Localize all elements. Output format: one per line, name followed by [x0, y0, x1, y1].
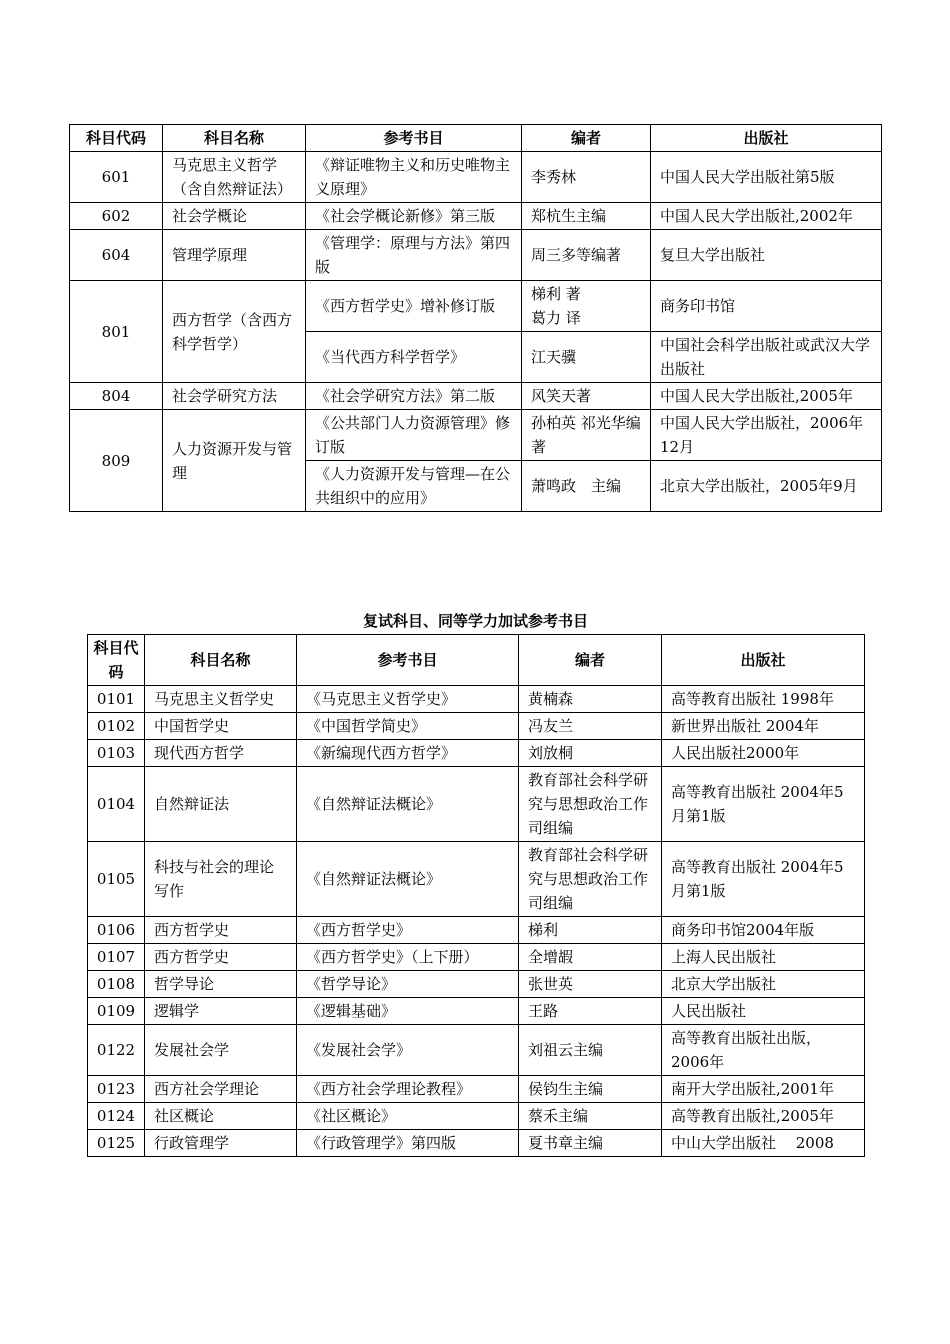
- subject-name: 管理学原理: [163, 230, 306, 281]
- table-row: [88, 944, 865, 971]
- table-row: [70, 281, 882, 332]
- book-title: 《中国哲学简史》: [297, 713, 519, 740]
- subject-code: 809: [70, 410, 163, 512]
- book-title: 《西方哲学史》: [297, 917, 519, 944]
- subject-code: 0104: [88, 767, 145, 842]
- book-publisher: 高等教育出版社 2004年5月第1版: [662, 842, 865, 917]
- book-title: 《发展社会学》: [297, 1025, 519, 1076]
- book-title: 《行政管理学》第四版: [297, 1130, 519, 1157]
- book-publisher: 商务印书馆2004年版: [662, 917, 865, 944]
- subject-code: 601: [70, 152, 163, 203]
- book-title: 《哲学导论》: [297, 971, 519, 998]
- subject-code: 804: [70, 383, 163, 410]
- book-title: 《逻辑基础》: [297, 998, 519, 1025]
- book-author: 刘放桐: [519, 740, 662, 767]
- book-title: 《西方哲学史》增补修订版: [306, 281, 522, 332]
- header-publisher: 出版社: [662, 635, 865, 686]
- subject-code: 0101: [88, 686, 145, 713]
- book-author: 梯利 著 葛力 译: [522, 281, 651, 332]
- subject-code: 0123: [88, 1076, 145, 1103]
- book-publisher: 高等教育出版社 1998年: [662, 686, 865, 713]
- book-author: 冯友兰: [519, 713, 662, 740]
- subject-code: 0108: [88, 971, 145, 998]
- header-books: 参考书目: [306, 125, 522, 152]
- book-publisher: 南开大学出版社,2001年: [662, 1076, 865, 1103]
- header-code: 科目代码: [88, 635, 145, 686]
- table-row: [88, 1076, 865, 1103]
- book-author: 郑杭生主编: [522, 203, 651, 230]
- book-publisher: 北京大学出版社，2005年9月: [651, 461, 882, 512]
- subject-code: 0124: [88, 1103, 145, 1130]
- book-publisher: 商务印书馆: [651, 281, 882, 332]
- secondary-table-caption: 复试科目、同等学力加试参考书目: [362, 612, 588, 630]
- book-author: 江天骥: [522, 332, 651, 383]
- book-publisher: 北京大学出版社: [662, 971, 865, 998]
- header-subject: 科目名称: [145, 635, 297, 686]
- table-row: [70, 203, 882, 230]
- table-row: [88, 971, 865, 998]
- book-title: 《自然辩证法概论》: [297, 842, 519, 917]
- book-author: 李秀林: [522, 152, 651, 203]
- book-publisher: 中国人民大学出版社第5版: [651, 152, 882, 203]
- book-title: 《社区概论》: [297, 1103, 519, 1130]
- table-row: [88, 686, 865, 713]
- subject-code: 0107: [88, 944, 145, 971]
- book-author: 王路: [519, 998, 662, 1025]
- book-title: 《西方社会学理论教程》: [297, 1076, 519, 1103]
- book-title: 《管理学：原理与方法》第四版: [306, 230, 522, 281]
- table-row: [70, 383, 882, 410]
- table-row: [88, 740, 865, 767]
- book-author: 教育部社会科学研究与思想政治工作司组编: [519, 842, 662, 917]
- book-author: 全增嘏: [519, 944, 662, 971]
- subject-name: 现代西方哲学: [145, 740, 297, 767]
- subject-code: 604: [70, 230, 163, 281]
- book-title: 《人力资源开发与管理—在公共组织中的应用》: [306, 461, 522, 512]
- table-row: [88, 842, 865, 917]
- book-publisher: 高等教育出版社出版，2006年: [662, 1025, 865, 1076]
- table-row: [88, 998, 865, 1025]
- header-author: 编者: [519, 635, 662, 686]
- book-title: 《西方哲学史》（上下册）: [297, 944, 519, 971]
- book-title: 《自然辩证法概论》: [297, 767, 519, 842]
- table-body: [88, 686, 865, 1157]
- table-row: [88, 767, 865, 842]
- book-title: 《辩证唯物主义和历史唯物主义原理》: [306, 152, 522, 203]
- book-publisher: 高等教育出版社 2004年5月第1版: [662, 767, 865, 842]
- subject-code: 0125: [88, 1130, 145, 1157]
- book-author: 夏书章主编: [519, 1130, 662, 1157]
- book-title: 《新编现代西方哲学》: [297, 740, 519, 767]
- subject-name: 哲学导论: [145, 971, 297, 998]
- book-author: 侯钧生主编: [519, 1076, 662, 1103]
- table-row: [70, 410, 882, 461]
- subject-code: 801: [70, 281, 163, 383]
- table-row: [88, 1103, 865, 1130]
- subject-name: 西方哲学史: [145, 917, 297, 944]
- subject-name: 马克思主义哲学史: [145, 686, 297, 713]
- retest-exam-table: [87, 634, 865, 1157]
- subject-code: 0109: [88, 998, 145, 1025]
- primary-exam-table: [69, 124, 882, 512]
- table-row: [70, 230, 882, 281]
- subject-code: 0105: [88, 842, 145, 917]
- book-publisher: 高等教育出版社,2005年: [662, 1103, 865, 1130]
- book-author: 张世英: [519, 971, 662, 998]
- subject-name: 自然辩证法: [145, 767, 297, 842]
- header-books: 参考书目: [297, 635, 519, 686]
- table-row: [88, 1130, 865, 1157]
- book-publisher: 中国社会科学出版社或武汉大学出版社: [651, 332, 882, 383]
- subject-name: 西方社会学理论: [145, 1076, 297, 1103]
- book-publisher: 人民出版社: [662, 998, 865, 1025]
- book-publisher: 中山大学出版社 2008: [662, 1130, 865, 1157]
- subject-code: 0122: [88, 1025, 145, 1076]
- book-author: 蔡禾主编: [519, 1103, 662, 1130]
- book-author: 梯利: [519, 917, 662, 944]
- subject-name: 社会学研究方法: [163, 383, 306, 410]
- table-header-row: [88, 635, 865, 686]
- header-publisher: 出版社: [651, 125, 882, 152]
- subject-name: 中国哲学史: [145, 713, 297, 740]
- subject-name: 逻辑学: [145, 998, 297, 1025]
- table-row: [70, 152, 882, 203]
- book-title: 《马克思主义哲学史》: [297, 686, 519, 713]
- book-title: 《公共部门人力资源管理》修订版: [306, 410, 522, 461]
- book-publisher: 上海人民出版社: [662, 944, 865, 971]
- subject-name: 西方哲学史: [145, 944, 297, 971]
- table-row: [88, 1025, 865, 1076]
- book-publisher: 中国人民大学出版社,2005年: [651, 383, 882, 410]
- book-title: 《社会学概论新修》第三版: [306, 203, 522, 230]
- book-author: 萧鸣政 主编: [522, 461, 651, 512]
- table-header-row: [70, 125, 882, 152]
- subject-name: 人力资源开发与管理: [163, 410, 306, 512]
- header-author: 编者: [522, 125, 651, 152]
- subject-name: 行政管理学: [145, 1130, 297, 1157]
- book-author: 周三多等编著: [522, 230, 651, 281]
- subject-code: 0103: [88, 740, 145, 767]
- table-body: [70, 152, 882, 512]
- subject-code: 0102: [88, 713, 145, 740]
- book-title: 《当代西方科学哲学》: [306, 332, 522, 383]
- subject-name: 科技与社会的理论写作: [145, 842, 297, 917]
- table-row: [88, 917, 865, 944]
- book-publisher: 复旦大学出版社: [651, 230, 882, 281]
- subject-name: 马克思主义哲学（含自然辩证法）: [163, 152, 306, 203]
- book-publisher: 中国人民大学出版社,2002年: [651, 203, 882, 230]
- book-publisher: 人民出版社2000年: [662, 740, 865, 767]
- book-author: 刘祖云主编: [519, 1025, 662, 1076]
- subject-name: 西方哲学（含西方科学哲学）: [163, 281, 306, 383]
- table-row: [88, 713, 865, 740]
- book-publisher: 新世界出版社 2004年: [662, 713, 865, 740]
- book-author: 黄楠森: [519, 686, 662, 713]
- header-code: 科目代码: [70, 125, 163, 152]
- book-publisher: 中国人民大学出版社，2006年12月: [651, 410, 882, 461]
- subject-name: 社会学概论: [163, 203, 306, 230]
- header-subject: 科目名称: [163, 125, 306, 152]
- book-title: 《社会学研究方法》第二版: [306, 383, 522, 410]
- book-author: 风笑天著: [522, 383, 651, 410]
- subject-code: 0106: [88, 917, 145, 944]
- subject-code: 602: [70, 203, 163, 230]
- subject-name: 社区概论: [145, 1103, 297, 1130]
- book-author: 孙柏英 祁光华编著: [522, 410, 651, 461]
- subject-name: 发展社会学: [145, 1025, 297, 1076]
- book-author: 教育部社会科学研究与思想政治工作司组编: [519, 767, 662, 842]
